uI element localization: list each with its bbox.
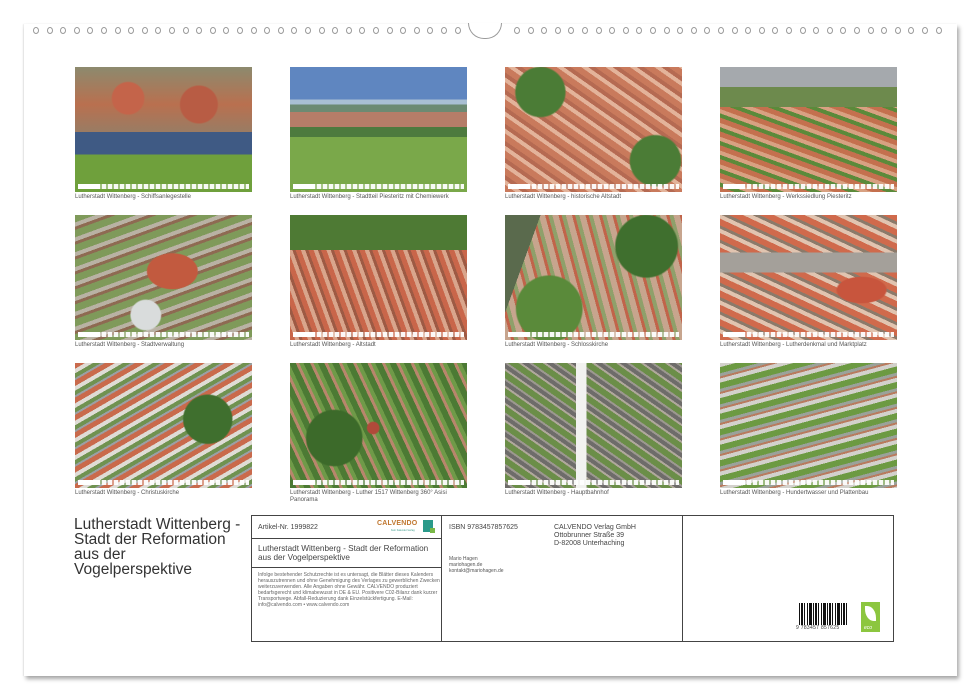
binding-hole — [400, 27, 406, 34]
photo-tile[interactable] — [290, 363, 467, 504]
binding-hole — [609, 27, 615, 34]
date-strip — [293, 332, 464, 337]
date-strip — [508, 480, 679, 485]
binding-hole — [291, 27, 297, 34]
binding-hole — [210, 27, 216, 34]
binding-hole — [759, 27, 765, 34]
date-strip — [293, 184, 464, 189]
date-strip — [78, 332, 249, 337]
photo-caption: Lutherstadt Wittenberg - Stadtverwaltung — [75, 342, 185, 348]
binding-hole — [868, 27, 874, 34]
binding-hole — [936, 27, 942, 34]
aerial-photo — [290, 67, 467, 192]
date-strip — [293, 480, 464, 485]
binding-hole — [636, 27, 642, 34]
binding-hole — [414, 27, 420, 34]
info-column-barcode — [683, 516, 895, 641]
binding-hole — [74, 27, 80, 34]
binding-hole — [155, 27, 161, 34]
binding-hole — [251, 27, 257, 34]
binding-hole — [455, 27, 461, 34]
binding-hole — [895, 27, 901, 34]
binding-hole — [305, 27, 311, 34]
binding-hole — [854, 27, 860, 34]
binding-hole — [664, 27, 670, 34]
photo-tile[interactable] — [505, 363, 682, 497]
photo-caption: Lutherstadt Wittenberg - Altstadt — [290, 342, 376, 348]
binding-hole — [786, 27, 792, 34]
photo-caption: Lutherstadt Wittenberg - historische Altstadt — [505, 194, 622, 200]
aerial-photo — [75, 363, 252, 488]
binding-hole — [278, 27, 284, 34]
binding-hole — [745, 27, 751, 34]
date-strip — [723, 184, 894, 189]
info-title-row — [252, 539, 441, 568]
eco-label: eco — [864, 625, 873, 631]
date-strip — [78, 480, 249, 485]
photo-tile[interactable] — [505, 67, 682, 201]
binding-hole — [427, 27, 433, 34]
binding-hole — [33, 27, 39, 34]
photo-caption: Lutherstadt Wittenberg - Lutherdenkmal und Marktplatz — [720, 342, 867, 348]
photo-tile[interactable] — [505, 215, 682, 349]
binding-hole — [223, 27, 229, 34]
aerial-photo — [75, 67, 252, 192]
binding-hole — [142, 27, 148, 34]
aerial-photo — [505, 363, 682, 488]
photo-caption: Lutherstadt Wittenberg - Werkssiedlung Piesteritz — [720, 194, 852, 200]
info-title: Lutherstadt Wittenberg - Stadt der Reformation aus der Vogelperspektive — [258, 544, 429, 562]
binding-hole — [908, 27, 914, 34]
author-website[interactable]: mariohagen.de — [449, 562, 483, 568]
binding-hole — [332, 27, 338, 34]
binding-hole — [319, 27, 325, 34]
article-number: Artikel-Nr. 1999822 — [258, 524, 318, 531]
publisher-address — [554, 524, 636, 548]
photo-tile[interactable] — [75, 215, 252, 349]
barcode-icon — [799, 603, 847, 625]
binding-hole — [359, 27, 365, 34]
date-strip — [508, 184, 679, 189]
binding-hole — [555, 27, 561, 34]
binding-hole — [732, 27, 738, 34]
binding-holes — [24, 24, 957, 42]
photo-tile[interactable] — [75, 67, 252, 201]
photo-caption: Lutherstadt Wittenberg - Hundertwasser und Plattenbau — [720, 490, 869, 496]
info-box — [251, 515, 894, 642]
photo-tile[interactable] — [720, 67, 897, 201]
calvendo-logo — [377, 519, 433, 535]
aerial-photo — [720, 67, 897, 192]
leaf-icon — [865, 606, 876, 621]
binding-hole — [264, 27, 270, 34]
aerial-photo — [720, 363, 897, 488]
logo-subtitle: Kein Kalender-Verlag — [391, 529, 415, 532]
legal-notice: Infolge bestehender Schutzrechte ist es untersagt, die Blätter dieses Kalenders herauszutrennen und ohne Genehmigung des Verlages zu gewerblichen Zwecken weiterzuverwenden. Alle Angaben ohne Gewähr. CALVENDO produziert bedarfsgerecht und klimabewusst in DE & EU. Positivere C02-Bilanz dank kurzer Transportwege. Abfall-Reduzierung dank Einzelstückfertigung. E-Mail: info@calvendo.com • www.calvendo.com — [258, 572, 440, 608]
binding-hole — [827, 27, 833, 34]
photo-caption: Lutherstadt Wittenberg - Schiffsanlegestelle — [75, 194, 191, 200]
binding-hole — [596, 27, 602, 34]
binding-hole — [441, 27, 447, 34]
binding-hole — [128, 27, 134, 34]
article-row — [252, 516, 441, 539]
binding-hole — [47, 27, 53, 34]
author-email[interactable]: kontakt@mariohagen.de — [449, 568, 504, 574]
isbn: ISBN 9783457857625 — [449, 524, 518, 531]
date-strip — [78, 184, 249, 189]
photo-caption: Lutherstadt Wittenberg - Christuskirche — [75, 490, 180, 496]
calendar-title: Lutherstadt Wittenberg - Stadt der Reformation aus der Vogelperspektive — [74, 516, 241, 578]
binding-hole — [677, 27, 683, 34]
binding-hole — [922, 27, 928, 34]
info-column-publisher — [442, 516, 683, 641]
binding-hole — [704, 27, 710, 34]
calendar-page — [24, 24, 957, 676]
info-column-article — [252, 516, 442, 641]
binding-hole — [183, 27, 189, 34]
barcode — [796, 603, 848, 630]
photo-tile[interactable] — [290, 215, 467, 349]
binding-hole — [169, 27, 175, 34]
aerial-photo — [505, 215, 682, 340]
binding-hole — [196, 27, 202, 34]
author-name: Mario Hagen — [449, 556, 478, 562]
date-strip — [723, 480, 894, 485]
binding-hole — [881, 27, 887, 34]
publisher-name: CALVENDO Verlag GmbH — [554, 524, 636, 531]
photo-tile[interactable] — [720, 363, 897, 497]
photo-tile[interactable] — [75, 363, 252, 497]
binding-hole — [541, 27, 547, 34]
aerial-photo — [290, 215, 467, 340]
publisher-street: Ottobrunner Straße 39 — [554, 532, 625, 539]
binding-hole — [813, 27, 819, 34]
binding-hole — [650, 27, 656, 34]
author-info — [449, 556, 504, 574]
binding-hole — [582, 27, 588, 34]
photo-caption: Lutherstadt Wittenberg - Luther 1517 Wittenberg 360° Asisi Panorama — [290, 490, 447, 503]
publisher-city: D-82008 Unterhaching — [554, 540, 625, 547]
aerial-photo — [290, 363, 467, 488]
binding-hole — [60, 27, 66, 34]
binding-hole — [373, 27, 379, 34]
photo-caption: Lutherstadt Wittenberg - Schlosskirche — [505, 342, 609, 348]
binding-hole — [718, 27, 724, 34]
binding-hole — [346, 27, 352, 34]
barcode-number: 9 783457 857625 — [796, 625, 840, 631]
aerial-photo — [75, 215, 252, 340]
date-strip — [508, 332, 679, 337]
photo-caption: Lutherstadt Wittenberg - Hauptbahnhof — [505, 490, 609, 496]
aerial-photo — [505, 67, 682, 192]
binding-hole — [691, 27, 697, 34]
binding-hole — [237, 27, 243, 34]
binding-hole — [623, 27, 629, 34]
binding-hole — [514, 27, 520, 34]
photo-caption: Lutherstadt Wittenberg - Stadtteil Piesteritz mit Chemiewerk — [290, 194, 449, 200]
photo-tile[interactable] — [720, 215, 897, 349]
binding-hole — [800, 27, 806, 34]
binding-hole — [115, 27, 121, 34]
binding-hole — [772, 27, 778, 34]
binding-hole — [387, 27, 393, 34]
binding-hole — [101, 27, 107, 34]
binding-hole — [568, 27, 574, 34]
aerial-photo — [720, 215, 897, 340]
calvendo-mark-icon — [423, 520, 433, 532]
date-strip — [723, 332, 894, 337]
binding-hole — [528, 27, 534, 34]
logo-text: CALVENDO — [377, 520, 418, 527]
binding-hole — [840, 27, 846, 34]
binding-hole — [87, 27, 93, 34]
eco-badge — [861, 602, 880, 632]
photo-tile[interactable] — [290, 67, 467, 201]
hanger-cutout — [468, 23, 502, 39]
